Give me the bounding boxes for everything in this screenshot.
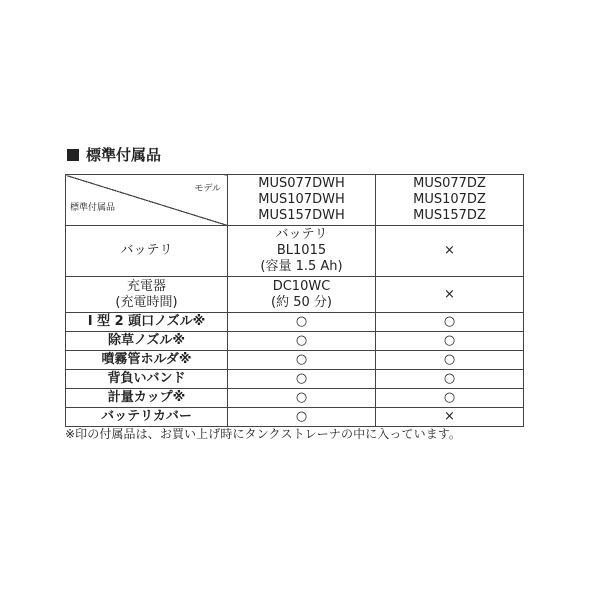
table-cell: ○ bbox=[376, 389, 524, 408]
cell-line: (容量 1.5 Ah) bbox=[260, 259, 343, 274]
row-label: I 型 2 頭口ノズル※ bbox=[66, 313, 228, 332]
table-cell: ○ bbox=[228, 351, 376, 370]
cell-line: (約 50 分) bbox=[271, 294, 332, 310]
row-label: 噴霧管ホルダ※ bbox=[66, 351, 228, 370]
table-row bbox=[66, 351, 524, 370]
table-cell: ○ bbox=[376, 332, 524, 351]
table-row bbox=[66, 313, 524, 332]
section-heading bbox=[67, 146, 161, 164]
model-header-dwh bbox=[228, 175, 376, 226]
model-header-dz bbox=[376, 175, 524, 226]
table-cell: ○ bbox=[376, 351, 524, 370]
model-name: MUS107DWH bbox=[258, 192, 345, 207]
cell-line: バッテリ bbox=[275, 227, 328, 242]
table-row bbox=[66, 370, 524, 389]
table-cell bbox=[228, 277, 376, 313]
row-label: バッテリカバー bbox=[66, 408, 228, 427]
table-header-row bbox=[66, 175, 524, 226]
table-cell: ○ bbox=[376, 313, 524, 332]
cell-line: 充電器 bbox=[126, 278, 166, 294]
corner-model-label: モデル bbox=[194, 184, 221, 194]
table-cell: ○ bbox=[228, 332, 376, 351]
row-label bbox=[66, 277, 228, 313]
footnote: ※印の付属品は、お買い上げ時にタンクストレーナの中に入っています。 bbox=[65, 427, 462, 441]
cell-line: BL1015 bbox=[276, 243, 327, 258]
table-cell: × bbox=[376, 408, 524, 427]
table-cell bbox=[228, 226, 376, 277]
table-row bbox=[66, 389, 524, 408]
model-name: MUS157DWH bbox=[258, 208, 345, 223]
model-name: MUS157DZ bbox=[413, 208, 486, 223]
corner-accessory-label: 標準付属品 bbox=[70, 203, 116, 213]
row-label: 背負いバンド bbox=[66, 370, 228, 389]
row-label: バッテリ bbox=[66, 226, 228, 277]
square-bullet-icon bbox=[67, 149, 79, 161]
table-cell: ○ bbox=[228, 313, 376, 332]
model-name: MUS077DWH bbox=[258, 176, 345, 191]
model-name: MUS077DZ bbox=[413, 176, 486, 191]
table-cell: × bbox=[376, 277, 524, 313]
row-label: 除草ノズル※ bbox=[66, 332, 228, 351]
row-label: 計量カップ※ bbox=[66, 389, 228, 408]
table-cell: ○ bbox=[228, 389, 376, 408]
table-cell: ○ bbox=[228, 408, 376, 427]
cell-line: (充電時間) bbox=[115, 294, 178, 310]
corner-header-cell bbox=[66, 175, 228, 226]
table-row bbox=[66, 226, 524, 277]
accessories-table bbox=[65, 174, 524, 427]
table-cell: ○ bbox=[376, 370, 524, 389]
table-row bbox=[66, 277, 524, 313]
table-row bbox=[66, 408, 524, 427]
heading-text: 標準付属品 bbox=[86, 146, 162, 164]
table-cell: ○ bbox=[228, 370, 376, 389]
table-row bbox=[66, 332, 524, 351]
cell-line: DC10WC bbox=[272, 278, 331, 294]
model-name: MUS107DZ bbox=[413, 192, 486, 207]
table-cell: × bbox=[376, 226, 524, 277]
